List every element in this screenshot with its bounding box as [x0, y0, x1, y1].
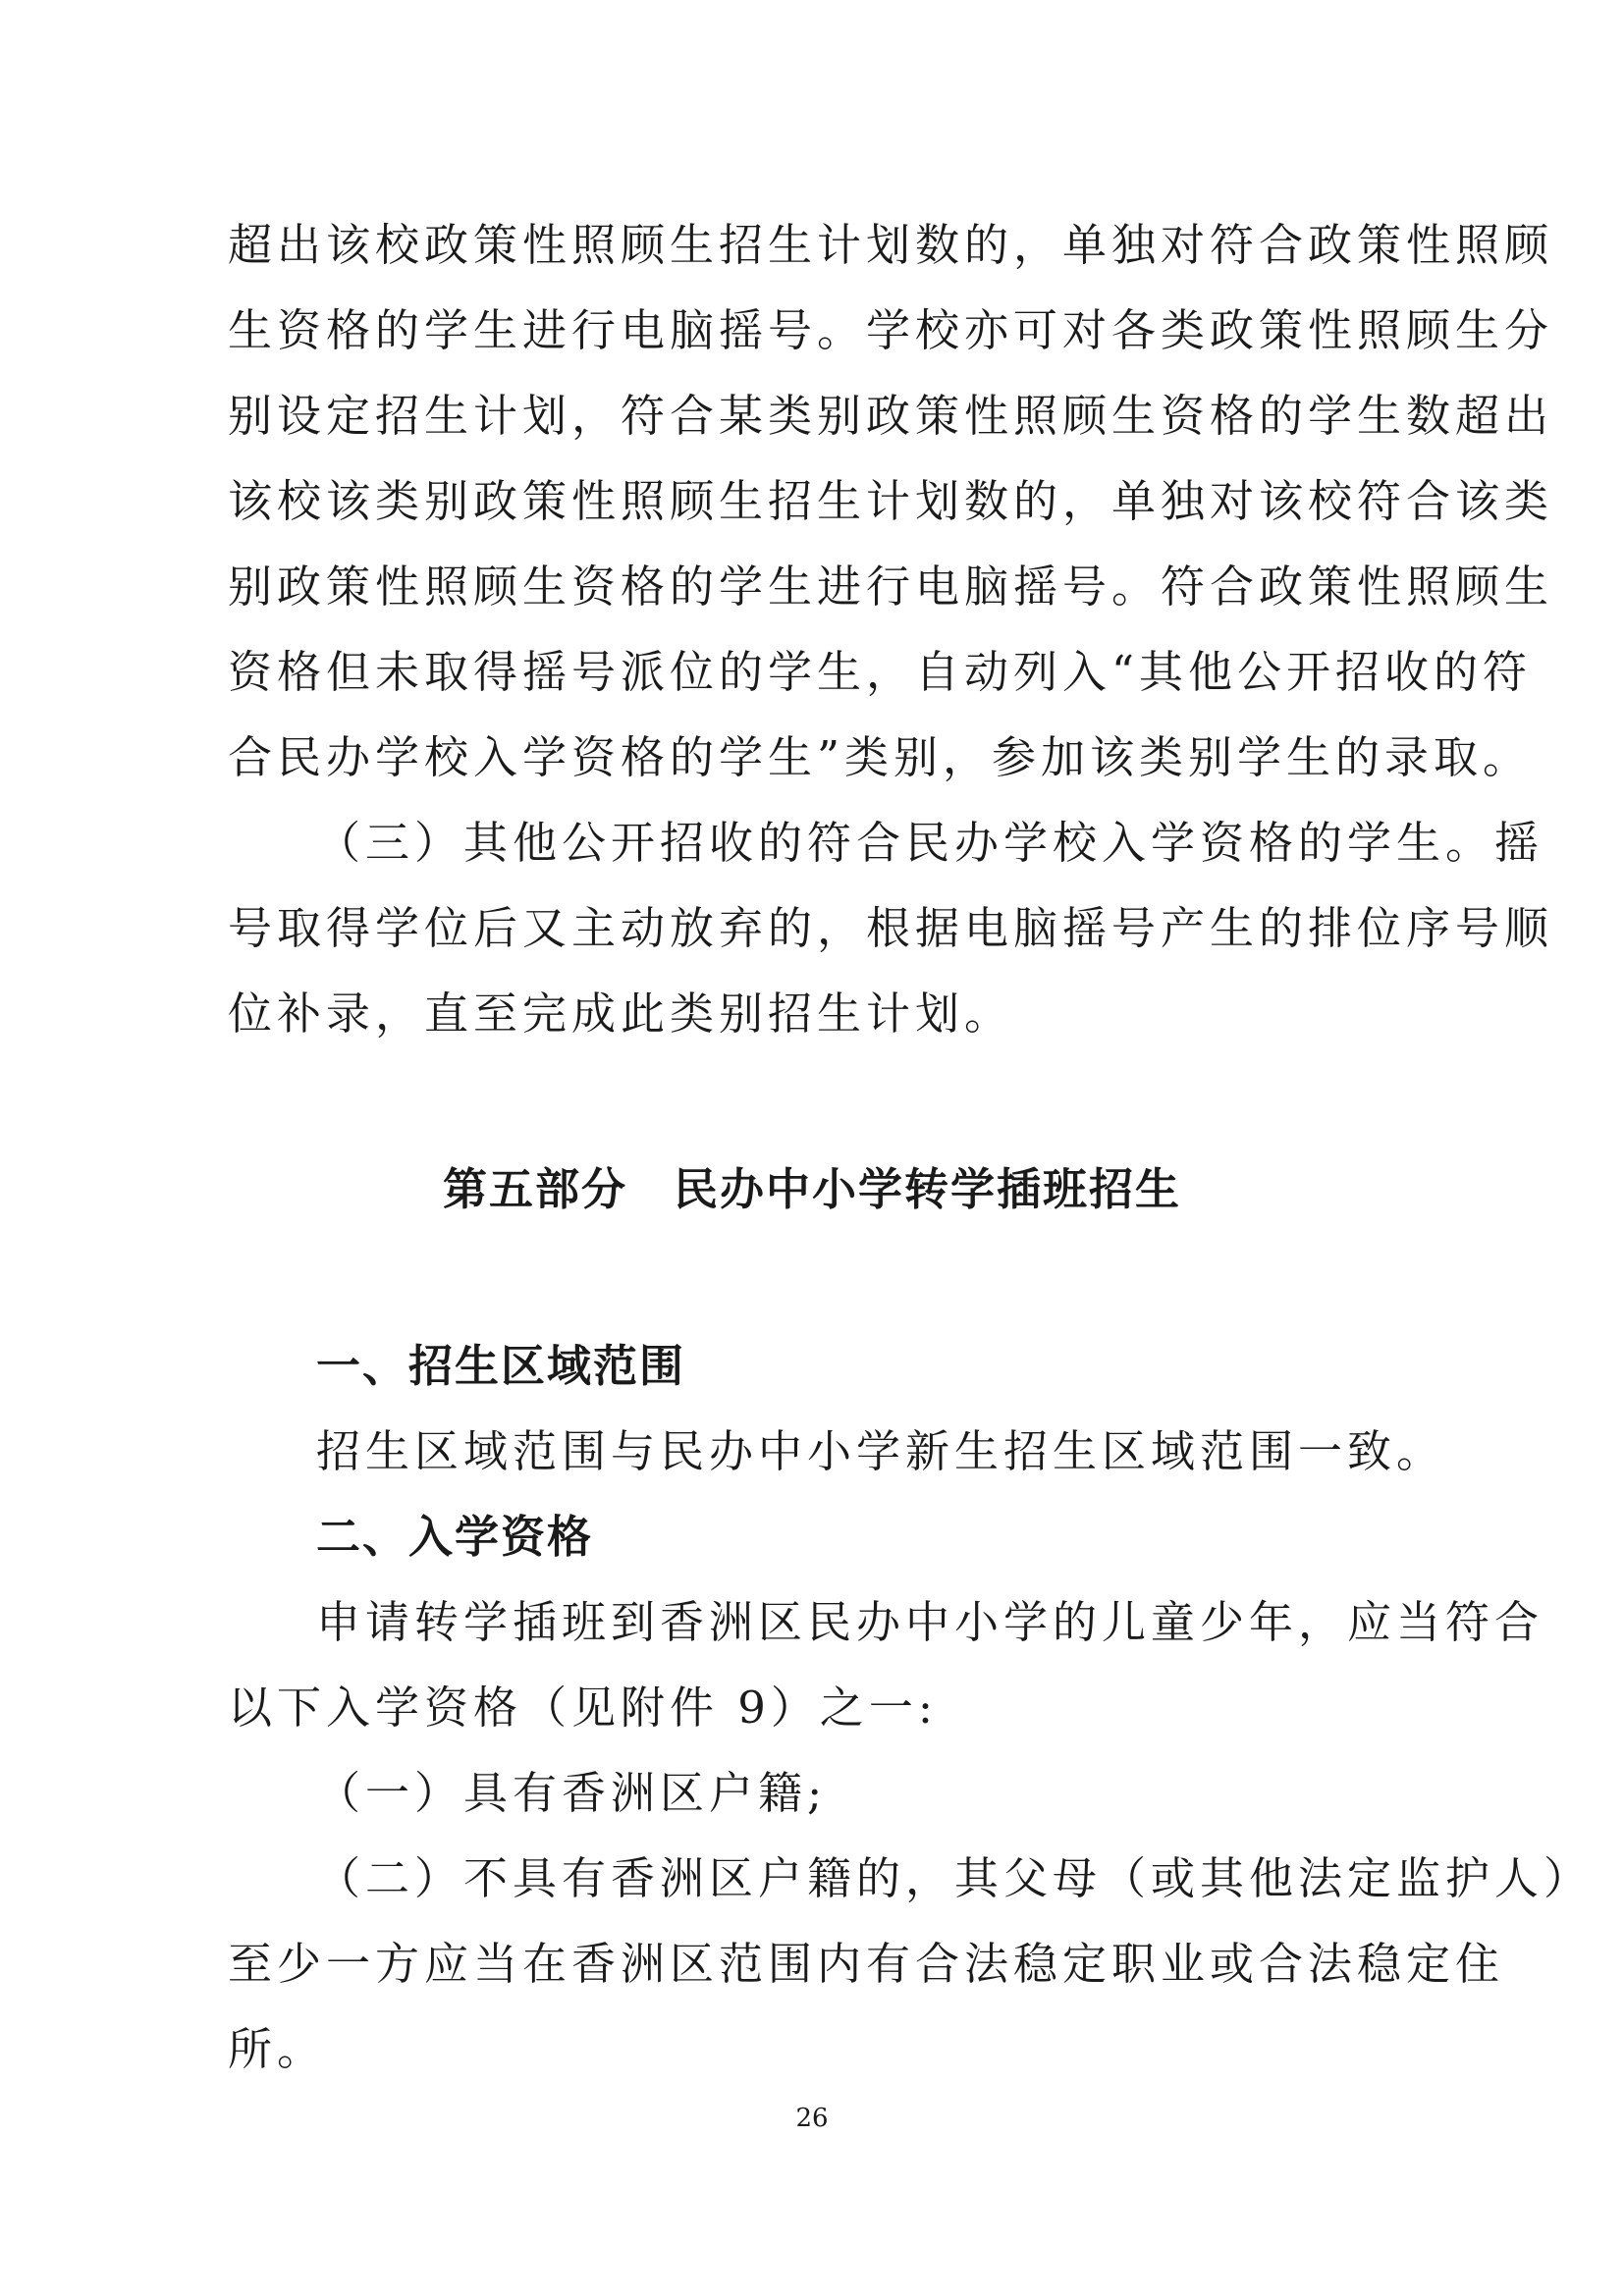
text-line: 以下入学资格（见附件 9）之一:	[228, 1682, 939, 1734]
text-line: 资格但未取得摇号派位的学生，自动列入“其他公开招收的符	[228, 646, 1533, 698]
text-line: 位补录，直至完成此类别招生计划。	[228, 988, 1014, 1040]
text-line: 别政策性照顾生资格的学生进行电脑摇号。符合政策性照顾生	[228, 561, 1554, 613]
text-line: 所。	[228, 2023, 327, 2075]
text-line: 生资格的学生进行电脑摇号。学校亦可对各类政策性照顾生分	[228, 304, 1554, 356]
text-line: 该校该类别政策性照顾生招生计划数的，单独对该校符合该类	[228, 475, 1554, 527]
section-heading-eligibility: 二、入学资格	[316, 1511, 594, 1563]
text-line: 号取得学位后又主动放弃的，根据电脑摇号产生的排位序号顺	[228, 902, 1554, 954]
text-line: （三）其他公开招收的符合民办学校入学资格的学生。摇	[316, 817, 1544, 869]
text-line: 至少一方应当在香洲区范围内有合法稳定职业或合法稳定住	[228, 1938, 1505, 1990]
section-heading-enrollment-area: 一、招生区域范围	[316, 1340, 686, 1392]
text-line: 别设定招生计划，符合某类别政策性照顾生资格的学生数超出	[228, 390, 1554, 442]
text-line: 招生区域范围与民办中小学新生招生区域范围一致。	[316, 1425, 1446, 1477]
text-line: 合民办学校入学资格的学生”类别，参加该类别学生的录取。	[228, 731, 1533, 783]
text-line: 超出该校政策性照顾生招生计划数的，单独对符合政策性照顾	[228, 219, 1554, 271]
part-title: 第五部分 民办中小学转学插班招生	[442, 1163, 1181, 1215]
list-item: （一）具有香洲区户籍;	[316, 1767, 828, 1819]
text-line: 申请转学插班到香洲区民办中小学的儿童少年，应当符合	[316, 1596, 1544, 1648]
page-number: 26	[795, 2104, 829, 2133]
list-item: （二）不具有香洲区户籍的，其父母（或其他法定监护人）	[316, 1852, 1594, 1904]
